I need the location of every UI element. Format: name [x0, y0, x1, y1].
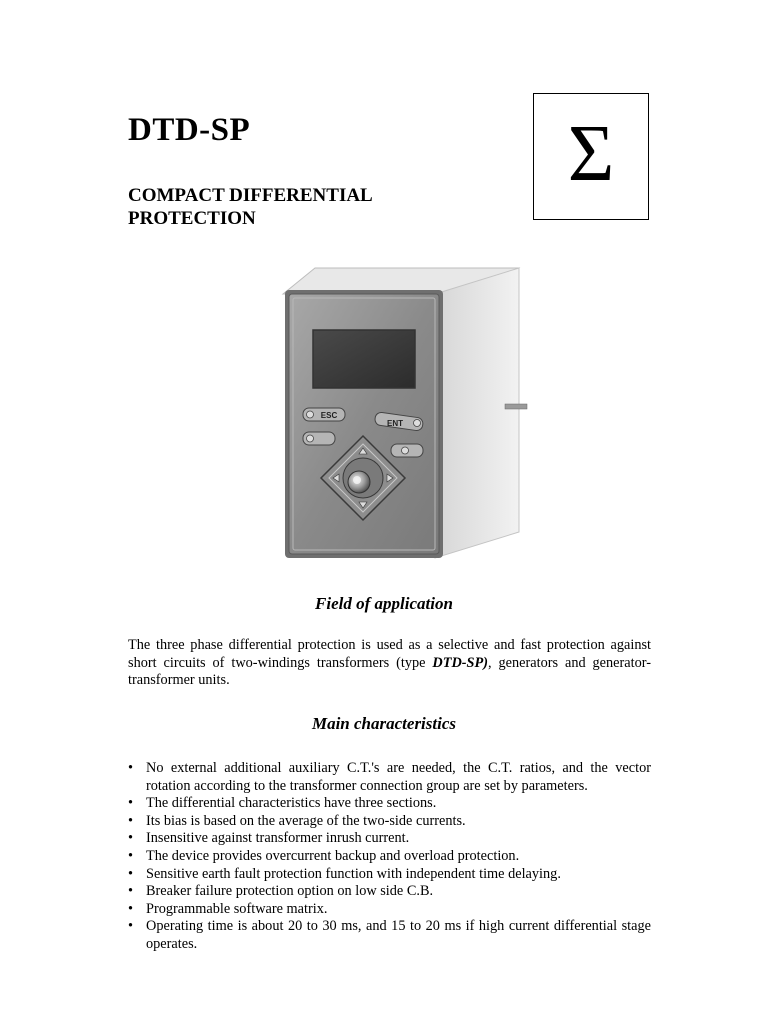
list-item: • The differential characteristics have three sections.: [128, 795, 651, 813]
list-item: • Insensitive against transformer inrush current.: [128, 830, 651, 848]
list-item: • Programmable software matrix.: [128, 901, 651, 919]
field-of-application-text: [128, 637, 651, 690]
device-photo: [255, 232, 530, 577]
list-item: • No external additional auxiliary C.T.'s are needed, the C.T. ratios, and the vector rotation according to the transformer connection group are set by parameters.: [128, 760, 651, 795]
list-item: • Operating time is about 20 to 30 ms, and 15 to 20 ms if high current differential stage operates.: [128, 918, 651, 953]
esc-button-label: ESC: [320, 411, 338, 420]
sigma-logo: [533, 93, 649, 220]
application-text-start: The three phase differential protection is used as a selective and fast protection against short circuits of two-windings transformers (type: [128, 637, 651, 671]
list-item: • The device provides overcurrent backup and overload protection.: [128, 848, 651, 866]
esc-button-graphic: [303, 408, 345, 421]
aux-left-button-graphic: [303, 432, 335, 445]
list-item: • Sensitive earth fault protection function with independent time delaying.: [128, 866, 651, 884]
page-subtitle: COMPACT DIFFERENTIAL PROTECTION: [128, 185, 372, 229]
main-characteristics-heading: Main characteristics: [311, 714, 457, 733]
page-title: DTD-SP: [128, 112, 251, 148]
list-item: • Breaker failure protection option on low side C.B.: [128, 883, 651, 901]
sigma-logo-symbol: Σ: [567, 109, 615, 198]
aux-right-button-graphic: [391, 444, 423, 457]
field-of-application-heading: Field of application: [315, 594, 453, 613]
ent-button-label: ENT: [387, 419, 403, 428]
list-item: • Its bias is based on the average of the two-side currents.: [128, 813, 651, 831]
characteristics-list: [128, 760, 651, 954]
application-text-end: , generators and generator-transformer units.: [128, 654, 651, 688]
application-text-emphasis: DTD-SP): [432, 654, 488, 671]
